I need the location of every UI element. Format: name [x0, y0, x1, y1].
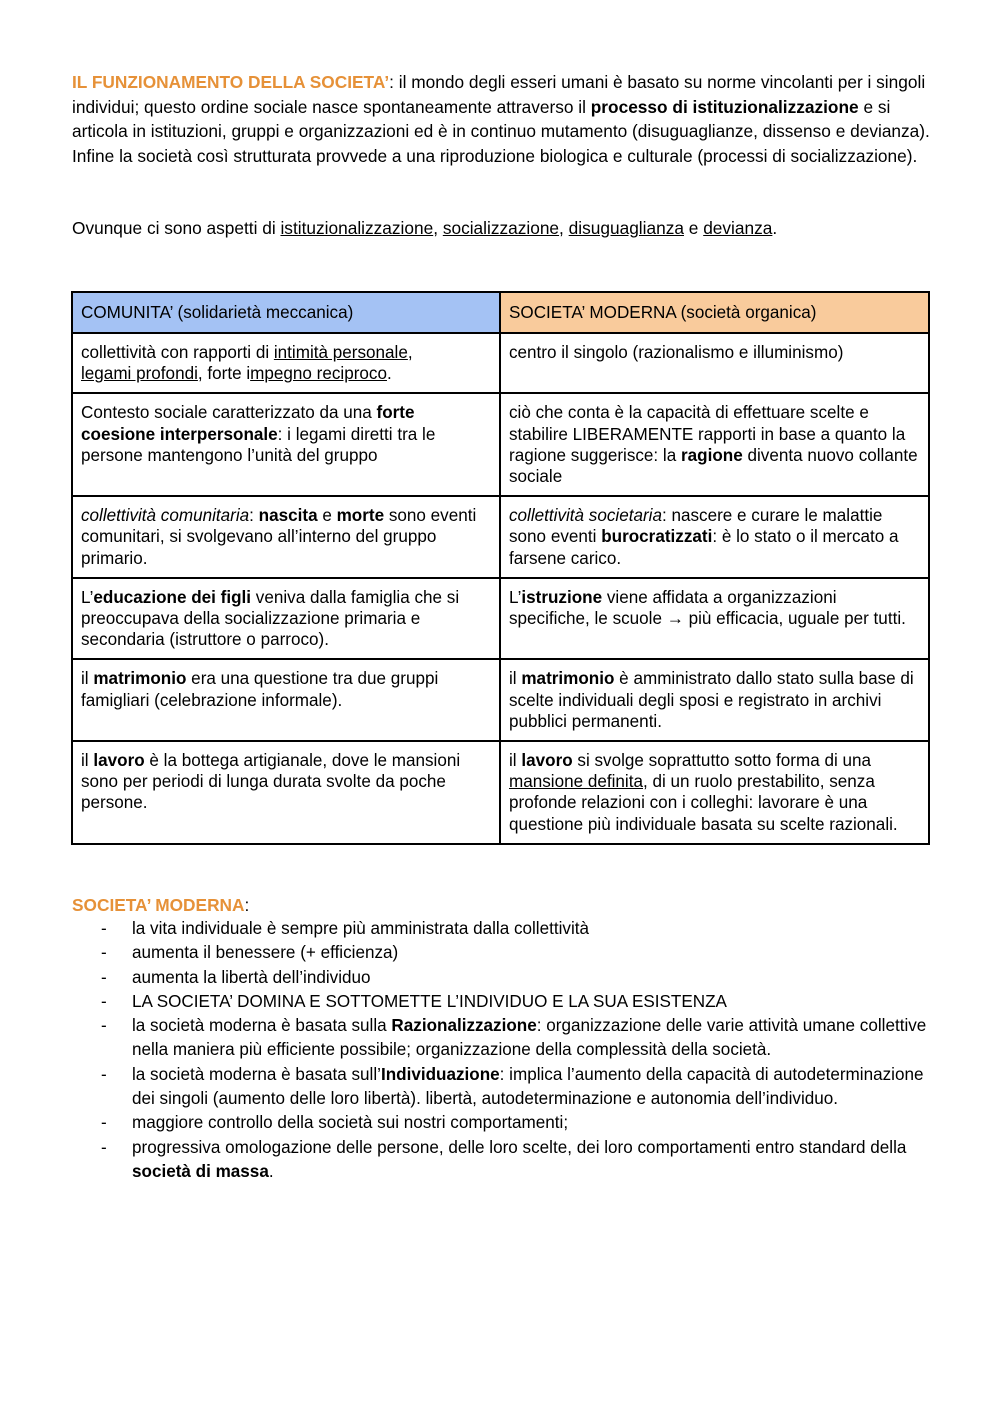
cell-text: diventa nuovo collante sociale	[509, 445, 918, 487]
aspects-paragraph	[72, 216, 932, 241]
dash-bullet: -	[101, 991, 107, 1011]
cell-text: Contesto sociale caratterizzato da una	[81, 403, 377, 423]
table-row	[72, 659, 929, 741]
cell-underline: mpegno reciproco	[250, 364, 387, 384]
table-row	[72, 393, 929, 496]
aspects-prefix: Ovunque ci sono aspetti di	[72, 218, 281, 238]
cell-underline: mansione definita	[509, 772, 643, 792]
table-cell	[72, 741, 500, 844]
cell-bold: forte coesione interpersonale	[81, 403, 415, 444]
table-cell	[72, 578, 500, 660]
aspect-end: .	[772, 218, 778, 238]
cell-text: L’	[81, 587, 94, 607]
list-item	[72, 990, 932, 1014]
list-item	[72, 1063, 932, 1112]
dash-bullet: -	[101, 943, 107, 963]
cell-bold: educazione dei figli	[93, 587, 252, 607]
table-cell	[72, 496, 500, 578]
cell-italic: collettività comunitaria	[81, 506, 250, 526]
list-item-bold: società di massa	[132, 1161, 269, 1181]
intro-paragraph	[72, 70, 932, 168]
cell-text: ,	[407, 343, 413, 362]
list-item-bold: Razionalizzazione	[391, 1016, 537, 1036]
list-item	[72, 1014, 932, 1063]
intro-heading: IL FUNZIONAMENTO DELLA SOCIETA’	[72, 72, 390, 92]
table-cell	[500, 333, 929, 393]
dash-bullet: -	[101, 1113, 107, 1133]
list-item-text: : implica l’aumento della capacità di autodeterminazione dei singoli (aumento delle loro libertà). libertà, autodeterminazione e autonomia dell’individuo.	[132, 1064, 924, 1109]
cell-underline: intimità personale	[273, 343, 408, 362]
table-cell	[72, 393, 500, 496]
table-row	[72, 496, 929, 578]
list-item	[72, 917, 932, 941]
cell-text: , di un ruolo prestabilito, senza profonde relazioni con i colleghi: lavorare è una questione più individuale basata su scelte razionali.	[509, 772, 898, 834]
aspect-term: istituzionalizzazione	[280, 218, 434, 238]
table-cell	[500, 578, 929, 660]
cell-text: , forte i	[197, 364, 251, 384]
table-cell	[500, 659, 929, 741]
list-item	[72, 1111, 932, 1135]
section-heading-colon: :	[244, 895, 250, 915]
cell-text: viene affidata a organizzazioni specifiche, le scuole → più efficacia, uguale per tutti.	[509, 587, 906, 629]
list-item-text: progressiva omologazione delle persone, delle loro scelte, dei loro comportamenti entro standard della	[132, 1137, 907, 1157]
cell-text: era una questione tra due gruppi famigliari (celebrazione informale).	[81, 669, 439, 710]
dash-bullet: -	[101, 1137, 107, 1157]
section-heading-text: SOCIETA’ MODERNA	[72, 895, 245, 915]
table-header-row	[72, 292, 929, 333]
cell-text: : è lo stato o il mercato a farsene carico.	[509, 527, 899, 568]
intro-bold-term: processo di istituzionalizzazione	[590, 96, 859, 117]
list-item-text: la vita individuale è sempre più amministrata dalla collettività	[132, 919, 589, 938]
list-item-text: aumenta il benessere (+ efficienza)	[132, 943, 399, 963]
cell-text: : i legami diretti tra le persone mantengono l’unità del gruppo	[81, 424, 436, 465]
table-cell	[72, 659, 500, 741]
cell-text: è amministrato dallo stato sulla base di scelte individuali degli sposi e registrato in archivi pubblici permanenti.	[509, 669, 914, 731]
cell-bold: ragione	[681, 445, 743, 465]
aspect-sep: ,	[433, 218, 443, 238]
cell-bold: nascita	[258, 506, 318, 526]
aspect-sep: ,	[559, 218, 569, 238]
table-cell	[500, 393, 929, 496]
cell-text: ciò che conta è la capacità di effettuare scelte e stabilire LIBERAMENTE rapporti in base a quanto la ragione suggerisce: la	[509, 403, 906, 465]
table-cell	[500, 496, 929, 578]
dash-bullet: -	[101, 1016, 107, 1036]
table-cell	[72, 333, 500, 393]
table-cell	[500, 741, 929, 844]
aspect-term: disuguaglianza	[568, 218, 684, 238]
list-item-bold: Individuazione	[380, 1064, 500, 1084]
cell-italic: collettività societaria	[509, 506, 662, 526]
list-item-text: .	[268, 1161, 274, 1181]
cell-text: e	[317, 506, 337, 526]
list-item-text: aumenta la libertà dell’individuo	[132, 967, 371, 987]
cell-text: centro il singolo (razionalismo e illuminismo)	[509, 343, 844, 362]
intro-text-cont: e si articola in istituzioni, gruppi e organizzazioni ed è in continuo mutamento (disuguaglianze, dissenso e devianza). Infine la società così strutturata provvede a una riproduzione biologica e culturale (processi di socializzazione).	[72, 96, 930, 166]
aspect-term: devianza	[703, 218, 773, 238]
aspect-term: socializzazione	[442, 218, 560, 238]
list-item-text: maggiore controllo della società sui nostri comportamenti;	[132, 1113, 569, 1133]
comparison-table	[71, 291, 930, 845]
cell-text: .	[386, 364, 392, 384]
table-row	[72, 333, 929, 393]
dash-bullet: -	[101, 1064, 107, 1084]
cell-text: si svolge soprattutto sotto forma di una	[572, 751, 872, 771]
table-row	[72, 741, 929, 844]
cell-text: :	[249, 506, 259, 526]
cell-bold: burocratizzati	[601, 527, 713, 547]
cell-bold: morte	[336, 506, 385, 526]
header-societa-moderna: SOCIETA’ MODERNA (società organica)	[500, 292, 929, 333]
cell-text: : nascere e curare le malattie sono eventi	[509, 506, 883, 547]
dash-bullet: -	[101, 919, 107, 938]
bullet-list	[72, 917, 932, 1184]
cell-text: veniva dalla famiglia che si preoccupava della socializzazione primaria e secondaria (istruttore o parroco).	[81, 587, 460, 650]
dash-bullet: -	[101, 967, 107, 987]
list-item-text: : organizzazione delle varie attività umane collettive nella maniera più efficiente possibile; organizzazione della complessità della società.	[132, 1016, 927, 1060]
cell-bold: istruzione	[521, 587, 603, 607]
cell-text: il	[81, 669, 94, 689]
list-item	[72, 1136, 932, 1185]
cell-text: collettività con rapporti di	[81, 343, 274, 362]
list-item	[72, 941, 932, 965]
cell-text: il	[509, 669, 522, 689]
cell-bold: lavoro	[521, 751, 573, 771]
cell-bold: matrimonio	[521, 669, 615, 689]
list-item-text: la società moderna è basata sulla	[132, 1016, 392, 1036]
table-row	[72, 578, 929, 660]
section-heading-societa-moderna	[72, 893, 932, 918]
cell-text: il	[81, 751, 94, 771]
list-item-text: la società moderna è basata sull’	[132, 1064, 381, 1084]
cell-text: è la bottega artigianale, dove le mansioni sono per periodi di lunga durata svolte da poche persone.	[81, 751, 461, 813]
header-comunita: COMUNITA’ (solidarietà meccanica)	[72, 292, 500, 333]
cell-bold: matrimonio	[93, 669, 187, 689]
intro-text: : il mondo degli esseri umani è basato su norme vincolanti per i singoli individui; questo ordine sociale nasce spontaneamente attraverso il	[72, 72, 926, 117]
aspect-sep: e	[683, 218, 704, 238]
cell-bold: lavoro	[93, 751, 145, 771]
list-item-text: LA SOCIETA’ DOMINA E SOTTOMETTE L’INDIVIDUO E LA SUA ESISTENZA	[132, 991, 727, 1011]
cell-text: sono eventi comunitari, si svolgevano all’interno del gruppo primario.	[81, 506, 477, 568]
cell-text: L’	[509, 587, 522, 607]
cell-underline: legami profondi	[81, 364, 198, 384]
cell-text: il	[509, 751, 522, 771]
list-item	[72, 966, 932, 990]
